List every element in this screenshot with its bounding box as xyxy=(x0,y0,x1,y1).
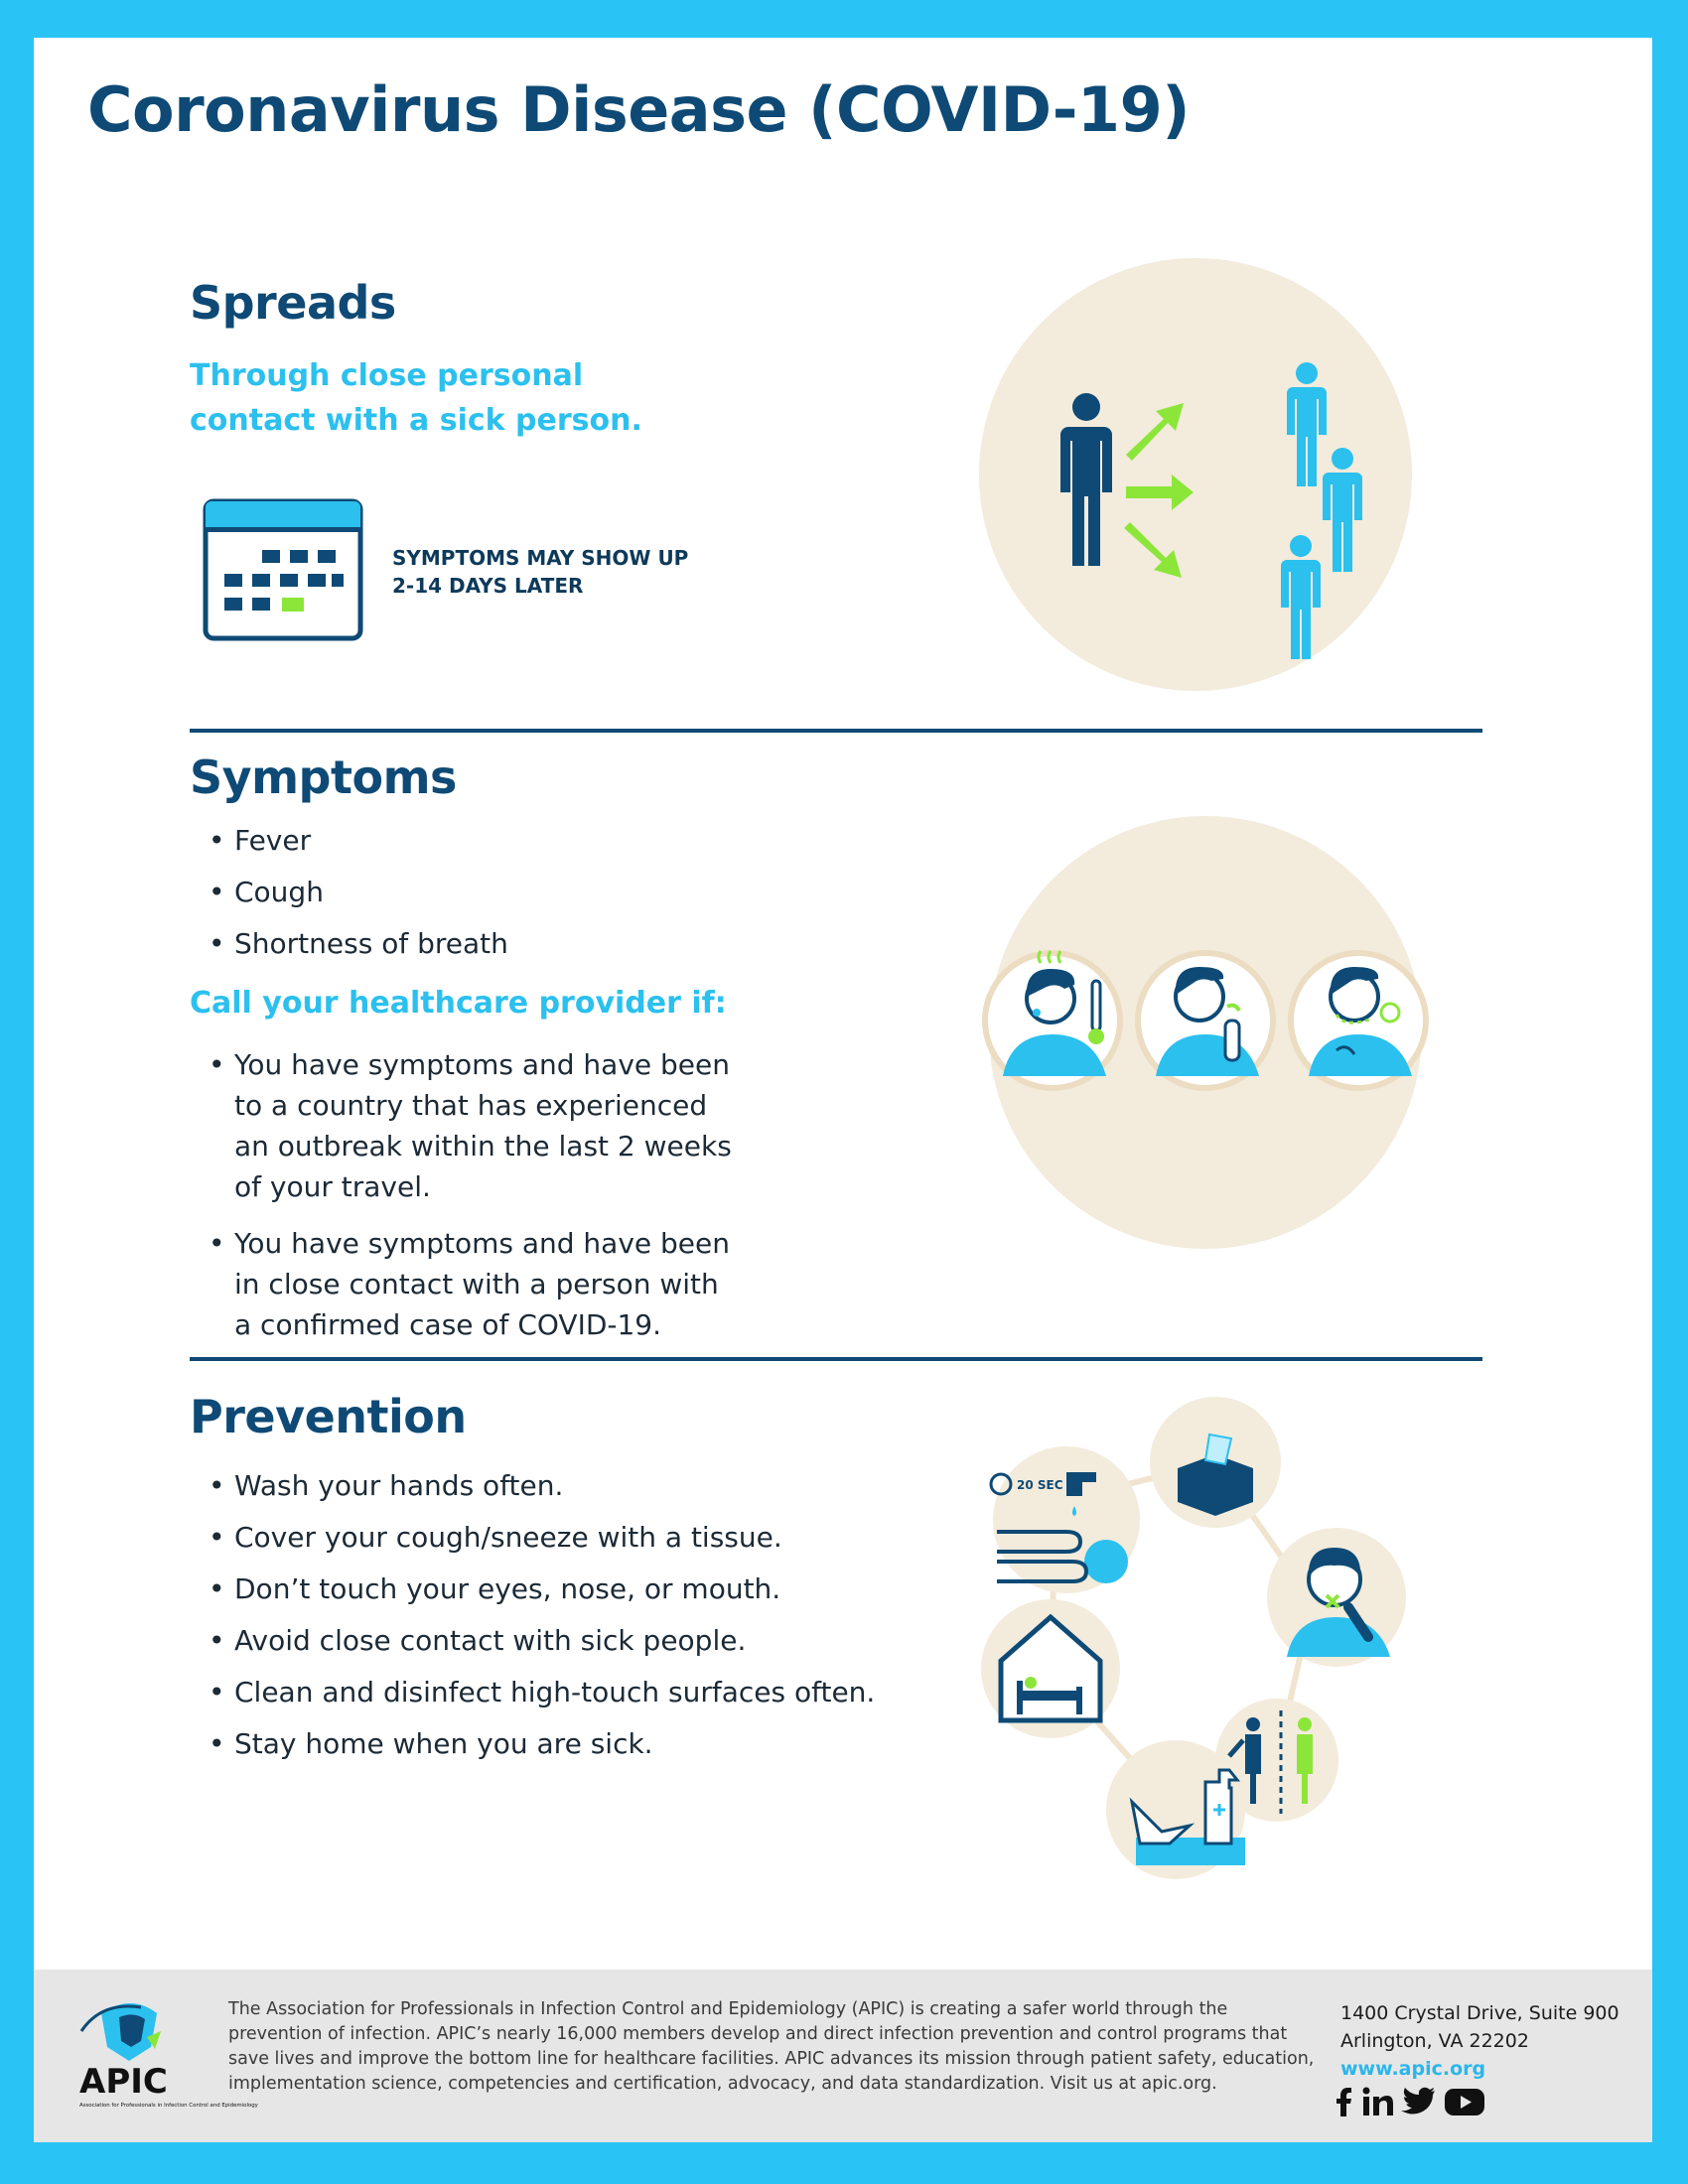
calendar-caption-line2: 2-14 DAYS LATER xyxy=(392,574,584,598)
linkedin-icon[interactable] xyxy=(1362,2087,1394,2116)
section-divider xyxy=(190,1357,1482,1361)
list-item: • You have symptoms and have been to a country that has experienced an outbreak within the last 2 weeks of your travel. xyxy=(209,1044,732,1207)
list-item: • Cough xyxy=(209,876,508,927)
timer-label: 20 SEC xyxy=(1017,1478,1063,1492)
calendar-caption xyxy=(392,544,688,600)
logo-text: APIC xyxy=(79,2062,168,2102)
spreads-heading: Spreads xyxy=(190,276,396,330)
calendar-caption-line1: SYMPTOMS MAY SHOW UP xyxy=(392,546,689,570)
symptoms-list xyxy=(209,824,508,979)
list-item: • Avoid close contact with sick people. xyxy=(209,1624,875,1676)
section-divider xyxy=(190,729,1482,733)
prevention-list xyxy=(209,1469,875,1779)
website-link[interactable]: www.apic.org xyxy=(1340,2058,1486,2080)
footer xyxy=(34,1970,1652,2142)
page-title: Coronavirus Disease (COVID-19) xyxy=(87,73,1191,146)
list-item: • Stay home when you are sick. xyxy=(209,1727,875,1779)
poster-page xyxy=(34,38,1652,2142)
twitter-icon[interactable] xyxy=(1402,2087,1436,2116)
footer-address xyxy=(1340,1999,1619,2083)
no-face-touch-icon xyxy=(1267,1528,1406,1667)
list-item: • You have symptoms and have been in close contact with a person with a confirmed case of COVID-19. xyxy=(209,1223,732,1345)
symptoms-heading: Symptoms xyxy=(190,751,457,804)
spreads-lead xyxy=(190,353,642,443)
stay-home-icon xyxy=(981,1599,1120,1738)
list-item: • Shortness of breath xyxy=(209,927,508,979)
list-item: • Fever xyxy=(209,824,508,876)
prevention-illustration xyxy=(967,1413,1444,1929)
spreads-lead-line2: contact with a sick person. xyxy=(190,403,642,438)
spreads-lead-line1: Through close personal xyxy=(190,358,584,393)
list-item: • Don’t touch your eyes, nose, or mouth. xyxy=(209,1572,875,1624)
shortness-of-breath-icon xyxy=(1291,953,1426,1088)
apic-logo xyxy=(62,1991,258,2120)
symptoms-illustration xyxy=(967,802,1444,1269)
logo-subtext: Association for Professionals in Infection Control and Epidemiology xyxy=(79,2103,258,2109)
youtube-icon[interactable] xyxy=(1444,2087,1485,2116)
address-line2: Arlington, VA 22202 xyxy=(1340,2030,1529,2052)
footer-description: The Association for Professionals in Infection Control and Epidemiology (APIC) is creating a safer world through the prevention of infection. APIC’s nearly 16,000 members develop and direct infection prevention and control programs that save lives and improve the bottom line for healthcare facilities. APIC advances its mission through patient safety, education, implementation science, competencies and certification, advocacy, and data standardization. Visit us at apic.org. xyxy=(228,1999,1315,2094)
cough-icon xyxy=(1138,953,1273,1088)
prevention-heading: Prevention xyxy=(190,1390,467,1443)
facebook-icon[interactable] xyxy=(1335,2087,1354,2116)
list-item: • Cover your cough/sneeze with a tissue. xyxy=(209,1521,875,1572)
social-links xyxy=(1335,2087,1485,2116)
list-item: • Wash your hands often. xyxy=(209,1469,875,1521)
call-provider-heading: Call your healthcare provider if: xyxy=(190,986,727,1021)
call-provider-list xyxy=(209,1044,732,1345)
fever-icon xyxy=(985,951,1120,1088)
calendar-icon xyxy=(203,498,363,641)
address-line1: 1400 Crystal Drive, Suite 900 xyxy=(1340,2002,1619,2024)
spread-illustration xyxy=(977,256,1414,693)
list-item: • Clean and disinfect high-touch surfaces often. xyxy=(209,1676,875,1727)
disinfect-surface-icon xyxy=(1106,1740,1245,1879)
hand-washing-icon xyxy=(991,1446,1140,1593)
tissue-box-icon xyxy=(1150,1397,1281,1528)
